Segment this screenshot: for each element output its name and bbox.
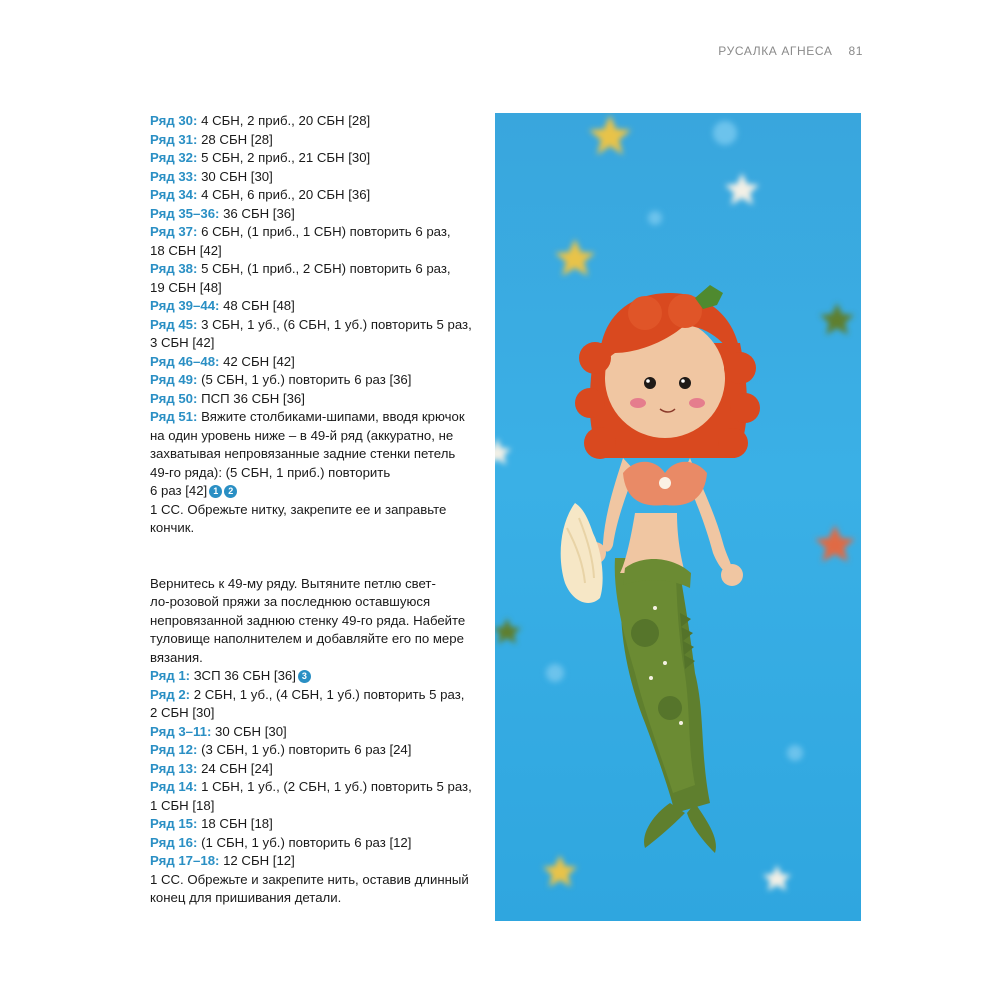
row-instruction: непровязанной заднюю стенку 49-го ряда. Набейте: [150, 612, 466, 628]
pattern-line: [150, 778, 495, 797]
row-label: Ряд 46–48:: [150, 353, 220, 369]
row-instruction: 3 СБН, 1 уб., (6 СБН, 1 уб.) повторить 5 раз,: [197, 316, 472, 332]
pattern-line: [150, 242, 495, 261]
pattern-line: [150, 112, 495, 131]
pattern-line: [150, 205, 495, 224]
row-instruction: 18 СБН [18]: [197, 816, 273, 831]
pattern-block-body: [150, 112, 495, 538]
pattern-line: [150, 279, 495, 298]
step-number-badge: 1: [209, 485, 222, 498]
row-label: Ряд 33:: [150, 168, 198, 184]
pattern-line: [150, 871, 495, 890]
pattern-line: [150, 760, 495, 779]
star-icon: [495, 438, 511, 465]
row-instruction: 48 СБН [48]: [219, 298, 295, 313]
row-instruction: 28 СБН [28]: [197, 131, 273, 147]
row-label: Ряд 16:: [150, 834, 198, 850]
pattern-line: [150, 852, 495, 871]
row-label: Ряд 14:: [150, 779, 198, 794]
pattern-line: [150, 408, 495, 427]
row-instruction: 6 СБН, (1 приб., 1 СБН) повторить 6 раз,: [197, 224, 451, 239]
pattern-line: [150, 427, 495, 446]
pattern-line: [150, 593, 495, 612]
pattern-line: [150, 797, 495, 816]
row-label: Ряд 37:: [150, 224, 198, 239]
row-instruction: кончик.: [150, 520, 195, 535]
row-instruction: 4 СБН, 2 приб., 20 СБН [28]: [197, 113, 371, 128]
row-label: Ряд 50:: [150, 390, 198, 406]
row-label: Ряд 17–18:: [150, 853, 220, 868]
star-icon: [543, 855, 577, 887]
row-instruction: 4 СБН, 6 приб., 20 СБН [36]: [197, 187, 371, 202]
pattern-line: [150, 834, 495, 853]
pattern-line: [150, 704, 495, 723]
star-icon: [495, 618, 521, 644]
pattern-line: [150, 445, 495, 464]
mermaid-tail: [615, 558, 716, 853]
row-label: Ряд 15:: [150, 816, 198, 831]
pattern-line: [150, 371, 495, 390]
pattern-line: [150, 723, 495, 742]
row-instruction: 2 СБН, 1 уб., (4 СБН, 1 уб.) повторить 5 раз,: [190, 686, 465, 702]
pattern-line: [150, 667, 495, 686]
row-label: Ряд 30:: [150, 113, 198, 128]
row-instruction: 3 СБН [42]: [150, 335, 215, 350]
running-head: [718, 44, 863, 58]
row-instruction: 49-го ряда): (5 СБН, 1 приб.) повторить: [150, 464, 391, 480]
row-instruction: 19 СБН [48]: [150, 279, 222, 295]
pattern-line: [150, 316, 495, 335]
row-instruction: 1 СС. Обрежьте и закрепите нить, оставив длинный: [150, 871, 469, 887]
row-label: Ряд 38:: [150, 261, 198, 276]
pattern-line: [150, 815, 495, 834]
row-instruction: 1 СС. Обрежьте нитку, закрепите ее и заправьте: [150, 501, 447, 517]
row-instruction: ло-розовой пряжи за последнюю оставшуюся: [150, 594, 431, 609]
pattern-block-tail: [150, 575, 495, 908]
row-label: Ряд 39–44:: [150, 298, 220, 313]
row-label: Ряд 45:: [150, 316, 198, 332]
star-icon: [820, 303, 854, 335]
row-label: Ряд 12:: [150, 742, 198, 757]
row-instruction: 6 раз [42]: [150, 483, 208, 498]
pattern-line: [150, 297, 495, 316]
row-label: Ряд 34:: [150, 187, 198, 202]
row-instruction: 5 СБН, (1 приб., 2 СБН) повторить 6 раз,: [197, 261, 451, 276]
pattern-line: [150, 612, 495, 631]
pattern-line: [150, 741, 495, 760]
pattern-line: [150, 686, 495, 705]
pattern-line: [150, 334, 495, 353]
row-label: Ряд 1:: [150, 668, 191, 683]
pattern-line: [150, 482, 495, 501]
row-label: Ряд 31:: [150, 131, 198, 147]
row-instruction: (3 СБН, 1 уб.) повторить 6 раз [24]: [197, 742, 412, 757]
pattern-line: [150, 186, 495, 205]
row-instruction: вязания.: [150, 649, 203, 665]
row-label: Ряд 13:: [150, 760, 198, 776]
row-label: Ряд 51:: [150, 409, 198, 424]
row-instruction: конец для пришивания детали.: [150, 890, 342, 905]
page-number: 81: [848, 44, 863, 58]
row-instruction: (1 СБН, 1 уб.) повторить 6 раз [12]: [197, 834, 412, 850]
paragraph-gap: [150, 538, 495, 575]
row-instruction: 5 СБН, 2 приб., 21 СБН [30]: [197, 150, 371, 165]
pattern-line: [150, 519, 495, 538]
row-instruction: 18 СБН [42]: [150, 242, 222, 258]
star-icon: [763, 865, 791, 891]
mermaid-photo: [495, 113, 861, 921]
row-instruction: 1 СБН [18]: [150, 797, 215, 813]
pattern-line: [150, 353, 495, 372]
star-icon: [815, 525, 855, 562]
mermaid-head: [575, 285, 760, 459]
star-icon: [725, 173, 759, 205]
pattern-line: [150, 223, 495, 242]
row-instruction: (5 СБН, 1 уб.) повторить 6 раз [36]: [197, 372, 412, 387]
running-title: РУСАЛКА АГНЕСА: [718, 44, 833, 58]
row-instruction: 12 СБН [12]: [219, 853, 295, 868]
pattern-line: [150, 131, 495, 150]
row-label: Ряд 32:: [150, 150, 198, 165]
pattern-line: [150, 501, 495, 520]
step-number-badge: 2: [224, 485, 237, 498]
pattern-line: [150, 649, 495, 668]
row-instruction: 2 СБН [30]: [150, 705, 215, 720]
row-instruction: ЗСП 36 СБН [36]: [190, 668, 296, 683]
row-label: Ряд 35–36:: [150, 205, 220, 221]
pattern-line: [150, 149, 495, 168]
row-instruction: 30 СБН [30]: [197, 168, 273, 184]
pattern-line: [150, 390, 495, 409]
row-label: Ряд 2:: [150, 686, 191, 702]
pattern-line: [150, 260, 495, 279]
pattern-line: [150, 168, 495, 187]
row-instruction: захватывая непровязанные задние стенки петель: [150, 446, 456, 461]
row-instruction: 42 СБН [42]: [219, 353, 295, 369]
seashell: [561, 503, 603, 603]
pattern-text: [150, 112, 495, 908]
row-instruction: 24 СБН [24]: [197, 760, 273, 776]
star-icon: [589, 115, 631, 155]
star-icon: [555, 239, 595, 276]
row-instruction: туловище наполнителем и добавляйте его по мере: [150, 631, 464, 646]
step-number-badge: 3: [298, 670, 311, 683]
row-instruction: 30 СБН [30]: [211, 723, 287, 739]
row-instruction: Вернитесь к 49-му ряду. Вытяните петлю свет-: [150, 575, 436, 591]
row-instruction: ПСП 36 СБН [36]: [197, 390, 305, 406]
row-instruction: 1 СБН, 1 уб., (2 СБН, 1 уб.) повторить 5 раз,: [197, 779, 472, 794]
pattern-line: [150, 889, 495, 908]
mermaid-doll-illustration: [495, 113, 861, 921]
row-label: Ряд 3–11:: [150, 723, 212, 739]
row-instruction: 36 СБН [36]: [219, 205, 295, 221]
row-label: Ряд 49:: [150, 372, 198, 387]
pattern-line: [150, 464, 495, 483]
row-instruction: Вяжите столбиками-шипами, вводя крючок: [197, 409, 465, 424]
pattern-line: [150, 630, 495, 649]
row-instruction: на один уровень ниже – в 49-й ряд (аккуратно, не: [150, 427, 454, 443]
pattern-line: [150, 575, 495, 594]
